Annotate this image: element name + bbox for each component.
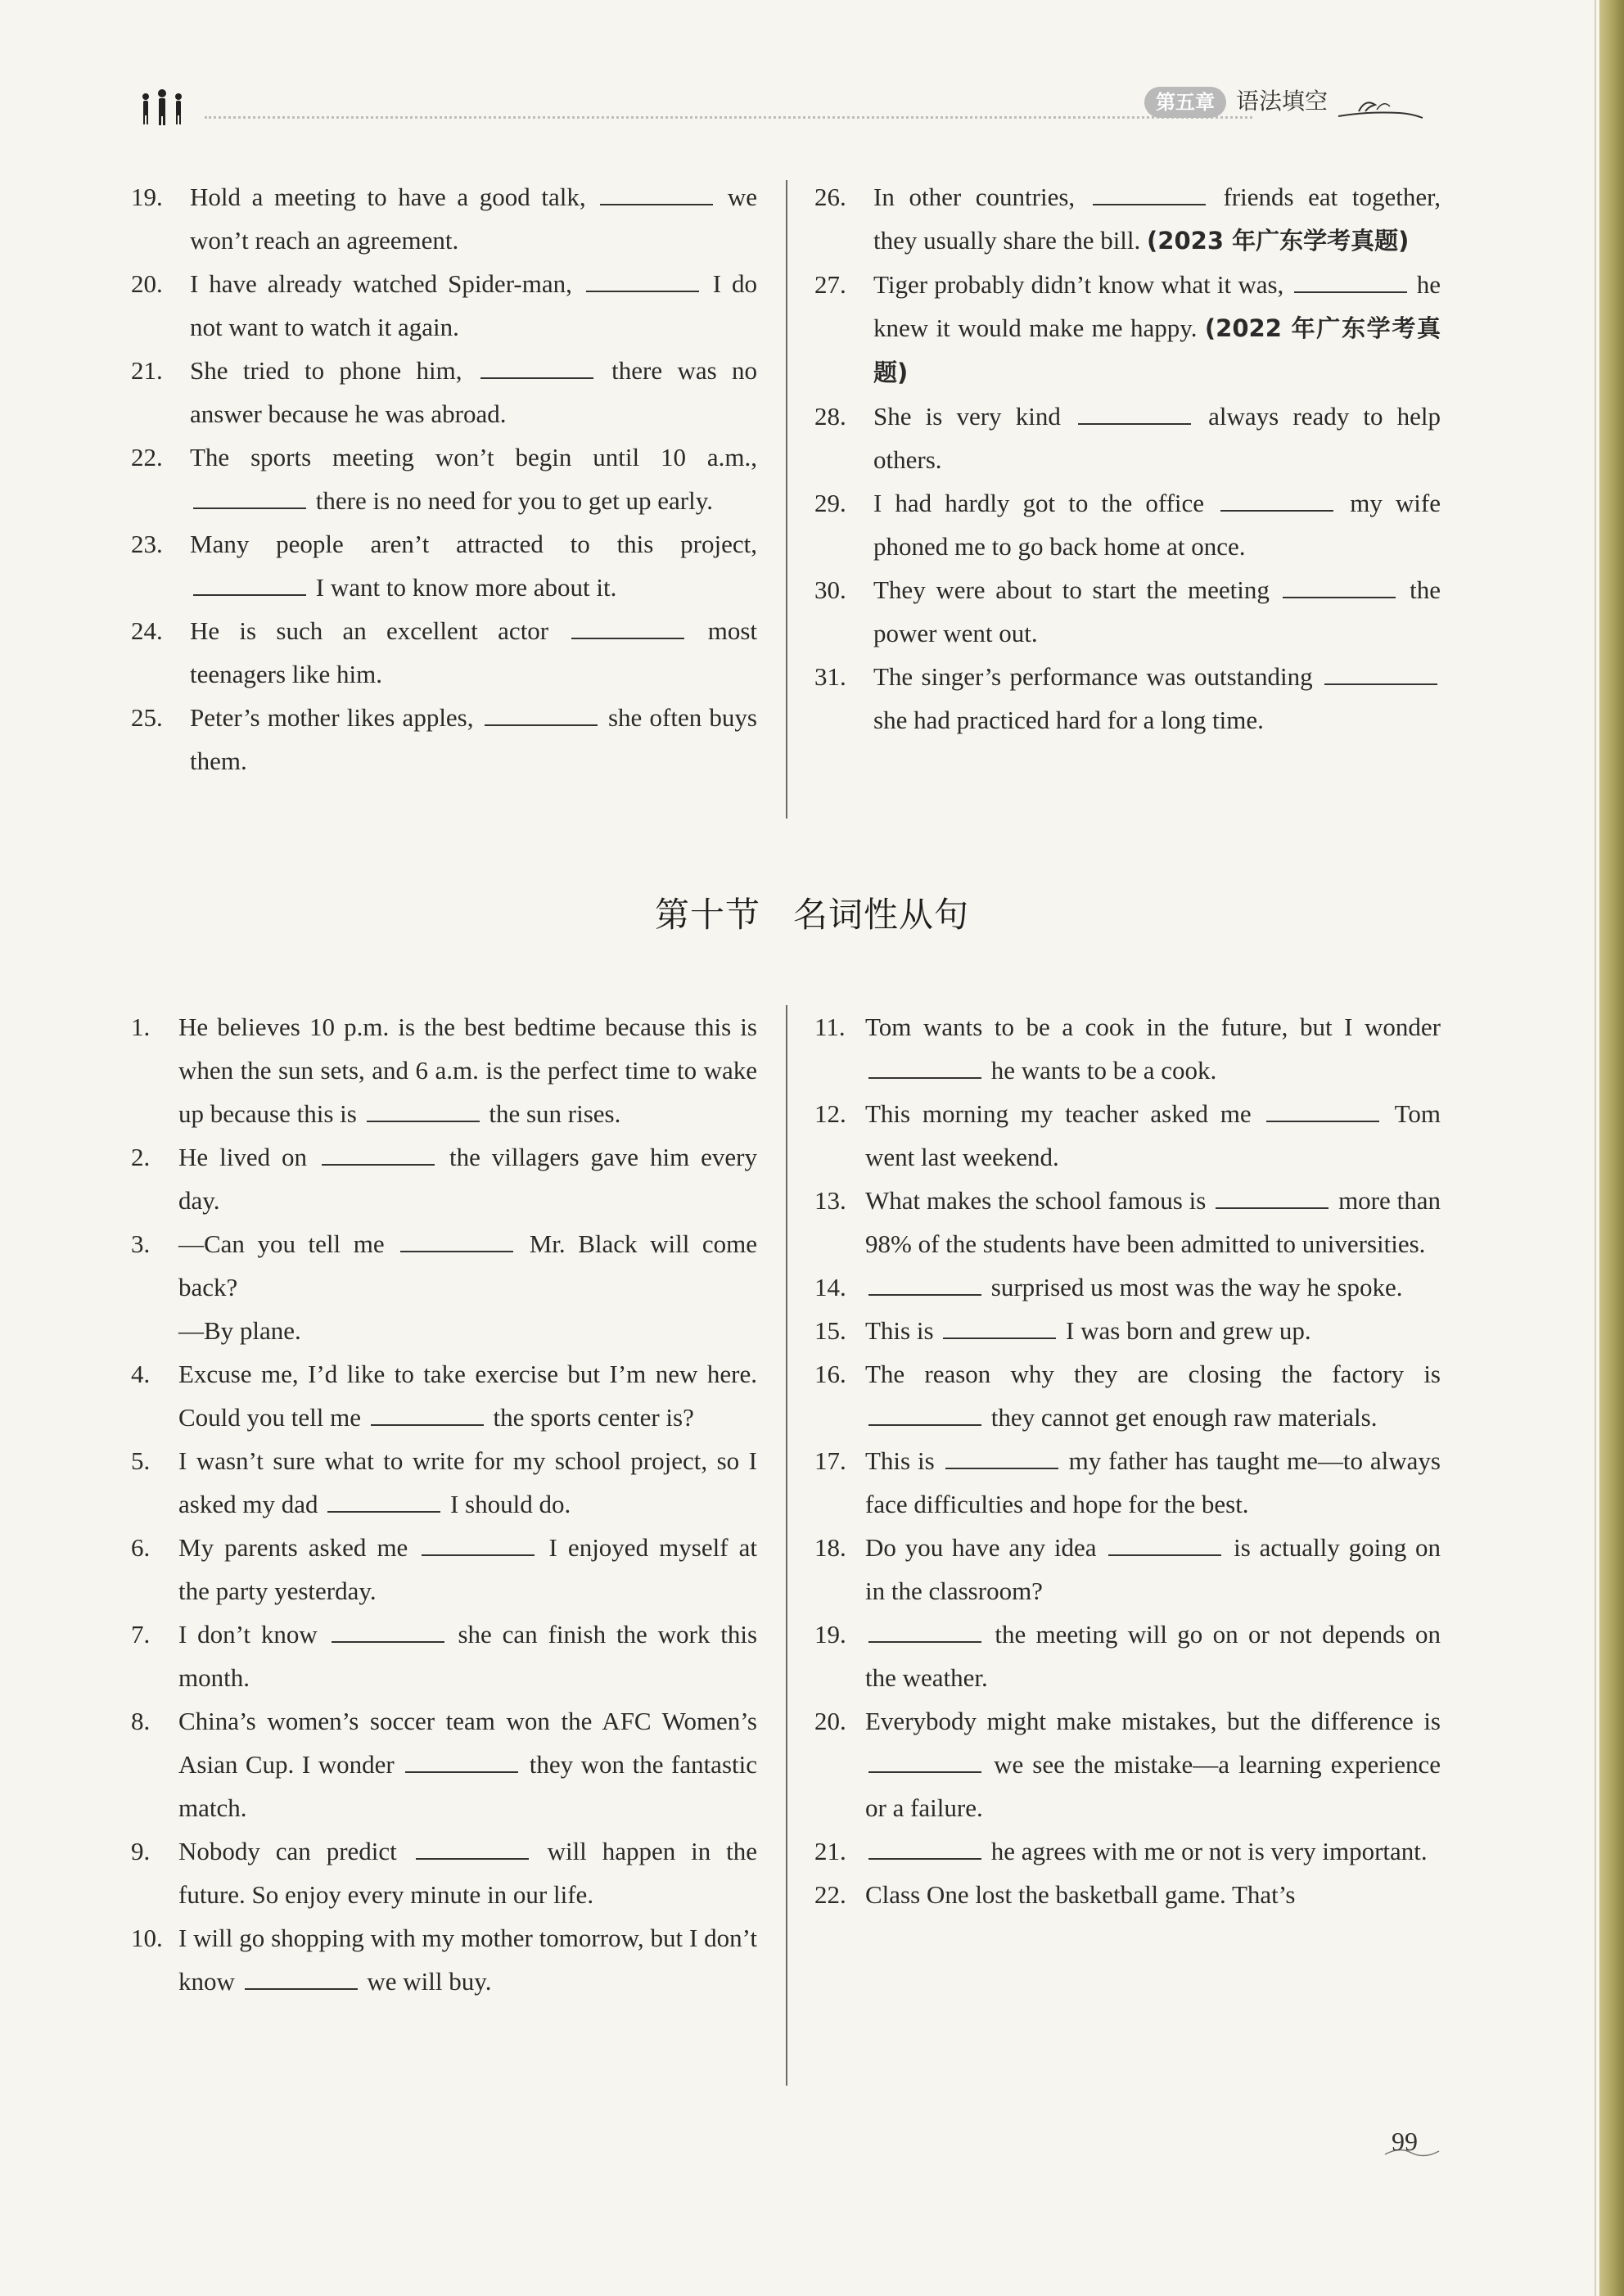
answer-blank[interactable] (322, 1144, 435, 1166)
answer-blank[interactable] (422, 1535, 535, 1556)
question-item (814, 1265, 1441, 1309)
question-item (131, 175, 757, 262)
page-edge-line (1595, 0, 1596, 2296)
question-text: Tiger probably didn’t know what it was, he knew it would make me happy. (2022 年广东学考真题) (873, 270, 1441, 386)
question-text: Tom wants to be a cook in the future, but I wonder he wants to be a cook. (865, 1013, 1441, 1085)
question-item (814, 1179, 1441, 1265)
answer-blank[interactable] (245, 1969, 358, 1990)
question-number: 28. (814, 402, 846, 431)
answer-blank[interactable] (1283, 577, 1396, 598)
question-text: surprised us most was the way he spoke. (865, 1265, 1441, 1309)
question-number: 20. (131, 269, 163, 298)
question-number: 23. (131, 530, 163, 558)
question-text: In other countries, friends eat together, they usually share the bill. (2023 年广东学考真题) (873, 183, 1441, 255)
question-text: The reason why they are closing the factory is they cannot get enough raw materials. (865, 1360, 1441, 1432)
answer-blank[interactable] (416, 1838, 529, 1860)
question-number: 6. (131, 1533, 151, 1562)
answer-blank[interactable] (600, 184, 713, 205)
question-item (131, 696, 757, 783)
answer-blank[interactable] (480, 358, 593, 379)
question-text: Do you have any idea is actually going on in the classroom? (865, 1533, 1441, 1605)
bottom-right-column (814, 1005, 1441, 1916)
section-title-part1: 第十节 (654, 895, 760, 935)
question-item (131, 1526, 757, 1613)
page-header (131, 82, 1424, 131)
answer-blank[interactable] (868, 1752, 981, 1773)
page-number: 99 (1392, 2127, 1418, 2156)
question-number: 19. (131, 183, 163, 211)
question-number: 24. (131, 616, 163, 645)
question-item (814, 395, 1441, 481)
question-number: 16. (814, 1360, 846, 1388)
question-text: They were about to start the meeting the power went out. (873, 575, 1441, 647)
question-text: She tried to phone him, there was no answer because he was abroad. (190, 356, 757, 428)
question-number: 31. (814, 662, 846, 691)
section-title (0, 891, 1624, 940)
chapter-badge: 第五章 (1144, 87, 1226, 118)
source-note: (2023 年广东学考真题) (1147, 227, 1410, 255)
answer-blank[interactable] (1093, 184, 1206, 205)
question-number: 21. (814, 1837, 846, 1865)
answer-blank[interactable] (371, 1405, 484, 1426)
question-item (814, 655, 1441, 742)
question-text: Everybody might make mistakes, but the difference is we see the mistake—a learning experience or a failure. (865, 1707, 1441, 1822)
question-text: My parents asked me I enjoyed myself at the party yesterday. (178, 1533, 757, 1605)
question-item (131, 1613, 757, 1699)
answer-blank[interactable] (943, 1318, 1056, 1339)
answer-blank[interactable] (1220, 490, 1333, 512)
question-text: —Can you tell me Mr. Black will come back? (178, 1229, 757, 1301)
question-item (814, 1092, 1441, 1179)
question-item (131, 349, 757, 435)
answer-line: —By plane. (178, 1316, 301, 1345)
question-item (131, 1439, 757, 1526)
question-item (814, 1873, 1441, 1916)
question-item (131, 1916, 757, 2003)
question-text: I don’t know she can finish the work this month. (178, 1620, 758, 1692)
question-text: Class One lost the basketball game. That’s (865, 1880, 1296, 1909)
question-number: 30. (814, 575, 846, 604)
question-item (131, 609, 757, 696)
top-left-column (131, 175, 757, 783)
answer-blank[interactable] (868, 1058, 981, 1079)
question-text: The singer’s performance was outstanding she had practiced hard for a long time. (873, 655, 1441, 742)
question-item (814, 1439, 1441, 1526)
question-number: 25. (131, 703, 163, 732)
question-number: 27. (814, 270, 846, 299)
chapter-title: 语法填空 (1236, 88, 1329, 115)
question-item (814, 1613, 1441, 1699)
question-number: 2. (131, 1143, 151, 1171)
answer-blank[interactable] (332, 1622, 444, 1643)
answer-blank[interactable] (586, 271, 699, 292)
answer-blank[interactable] (327, 1491, 440, 1513)
column-divider-bottom (786, 1005, 787, 2086)
question-item (814, 568, 1441, 655)
question-number: 3. (131, 1229, 151, 1258)
question-text: I will go shopping with my mother tomorrow, but I don’t know we will buy. (178, 1924, 757, 1996)
question-number: 20. (814, 1707, 846, 1735)
answer-blank[interactable] (405, 1752, 518, 1773)
question-text: China’s women’s soccer team won the AFC Women’s Asian Cup. I wonder they won the fantastic match. (178, 1707, 757, 1822)
question-text: Hold a meeting to have a good talk, we won’t reach an agreement. (190, 183, 757, 255)
answer-blank[interactable] (571, 618, 684, 639)
question-item (131, 522, 757, 609)
question-number: 29. (814, 489, 846, 517)
source-note: (2022 年广东学考真题) (873, 314, 1441, 386)
question-item (814, 481, 1441, 568)
answer-blank[interactable] (485, 705, 598, 726)
question-text: I had hardly got to the office my wife phoned me to go back home at once. (873, 489, 1441, 561)
question-item (131, 1352, 757, 1439)
question-text: The sports meeting won’t begin until 10 a.m., there is no need for you to get up early. (190, 443, 757, 515)
question-number: 22. (131, 443, 163, 471)
question-text: Nobody can predict will happen in the future. So enjoy every minute in our life. (178, 1837, 757, 1909)
question-number: 26. (814, 183, 846, 211)
question-number: 9. (131, 1837, 151, 1865)
question-text: Peter’s mother likes apples, she often buys them. (190, 703, 757, 775)
question-number: 19. (814, 1620, 846, 1649)
question-number: 10. (131, 1924, 163, 1952)
answer-blank[interactable] (1266, 1101, 1379, 1122)
question-item (814, 175, 1441, 263)
question-item (131, 1005, 757, 1135)
question-number: 12. (814, 1099, 846, 1128)
question-item (131, 435, 757, 522)
question-number: 8. (131, 1707, 151, 1735)
answer-blank[interactable] (367, 1101, 480, 1122)
top-right-column (814, 175, 1441, 742)
question-text: he agrees with me or not is very important. (865, 1829, 1441, 1873)
question-number: 21. (131, 356, 163, 385)
bird-deco-icon (1334, 88, 1424, 121)
answer-blank[interactable] (1078, 404, 1191, 425)
question-text: This is I was born and grew up. (865, 1316, 1311, 1345)
answer-blank[interactable] (1108, 1535, 1221, 1556)
question-text: Excuse me, I’d like to take exercise but I’m new here. Could you tell me the sports center is? (178, 1360, 757, 1432)
question-text: He believes 10 p.m. is the best bedtime because this is when the sun sets, and 6 a.m. is the perfect time to wake up because this is the sun rises. (178, 1013, 757, 1128)
answer-blank[interactable] (193, 575, 306, 596)
question-item (131, 1829, 757, 1916)
question-number: 14. (814, 1273, 846, 1301)
question-text: This is my father has taught me—to always face difficulties and hope for the best. (865, 1446, 1441, 1518)
bottom-left-column (131, 1005, 757, 2003)
question-number: 5. (131, 1446, 151, 1475)
question-item (814, 1526, 1441, 1613)
question-text: I wasn’t sure what to write for my school project, so I asked my dad I should do. (178, 1446, 757, 1518)
question-item (131, 1699, 757, 1829)
question-text: What makes the school famous is more than 98% of the students have been admitted to universities. (865, 1186, 1441, 1258)
question-item (814, 1829, 1441, 1873)
question-item (131, 262, 757, 349)
question-text: She is very kind always ready to help others. (873, 402, 1441, 474)
question-number: 7. (131, 1620, 151, 1649)
question-number: 1. (131, 1013, 151, 1041)
question-number: 15. (814, 1316, 846, 1345)
question-text: He lived on the villagers gave him every day. (178, 1143, 758, 1215)
question-item (814, 1005, 1441, 1092)
question-text: He is such an excellent actor most teenagers like him. (190, 616, 757, 688)
question-item (131, 1222, 757, 1352)
page-edge-strip (1599, 0, 1624, 2296)
answer-blank[interactable] (400, 1231, 513, 1252)
question-number: 4. (131, 1360, 151, 1388)
people-figures-icon (138, 88, 195, 126)
question-item (814, 1352, 1441, 1439)
question-number: 11. (814, 1013, 846, 1041)
question-text: the meeting will go on or not depends on the weather. (865, 1620, 1441, 1692)
question-text: Many people aren’t attracted to this project, I want to know more about it. (190, 530, 757, 602)
question-item (814, 1309, 1441, 1352)
question-text: I have already watched Spider-man, I do not want to watch it again. (190, 269, 757, 341)
answer-blank[interactable] (868, 1838, 981, 1860)
question-number: 18. (814, 1533, 846, 1562)
answer-blank[interactable] (868, 1274, 981, 1296)
answer-blank[interactable] (1216, 1188, 1329, 1209)
answer-blank[interactable] (868, 1405, 981, 1426)
question-item (814, 263, 1441, 395)
answer-blank[interactable] (1324, 664, 1437, 685)
column-divider-top (786, 180, 787, 819)
answer-blank[interactable] (868, 1622, 981, 1643)
header-rule (205, 116, 1252, 119)
question-number: 17. (814, 1446, 846, 1475)
section-title-part2: 名词性从句 (793, 895, 970, 935)
answer-blank[interactable] (1294, 272, 1407, 293)
question-text: This morning my teacher asked me Tom went last weekend. (865, 1099, 1441, 1171)
answer-blank[interactable] (945, 1448, 1058, 1469)
question-item (814, 1699, 1441, 1829)
question-number: 13. (814, 1186, 846, 1215)
question-number: 22. (814, 1880, 846, 1909)
question-item (131, 1135, 757, 1222)
answer-blank[interactable] (193, 488, 306, 509)
